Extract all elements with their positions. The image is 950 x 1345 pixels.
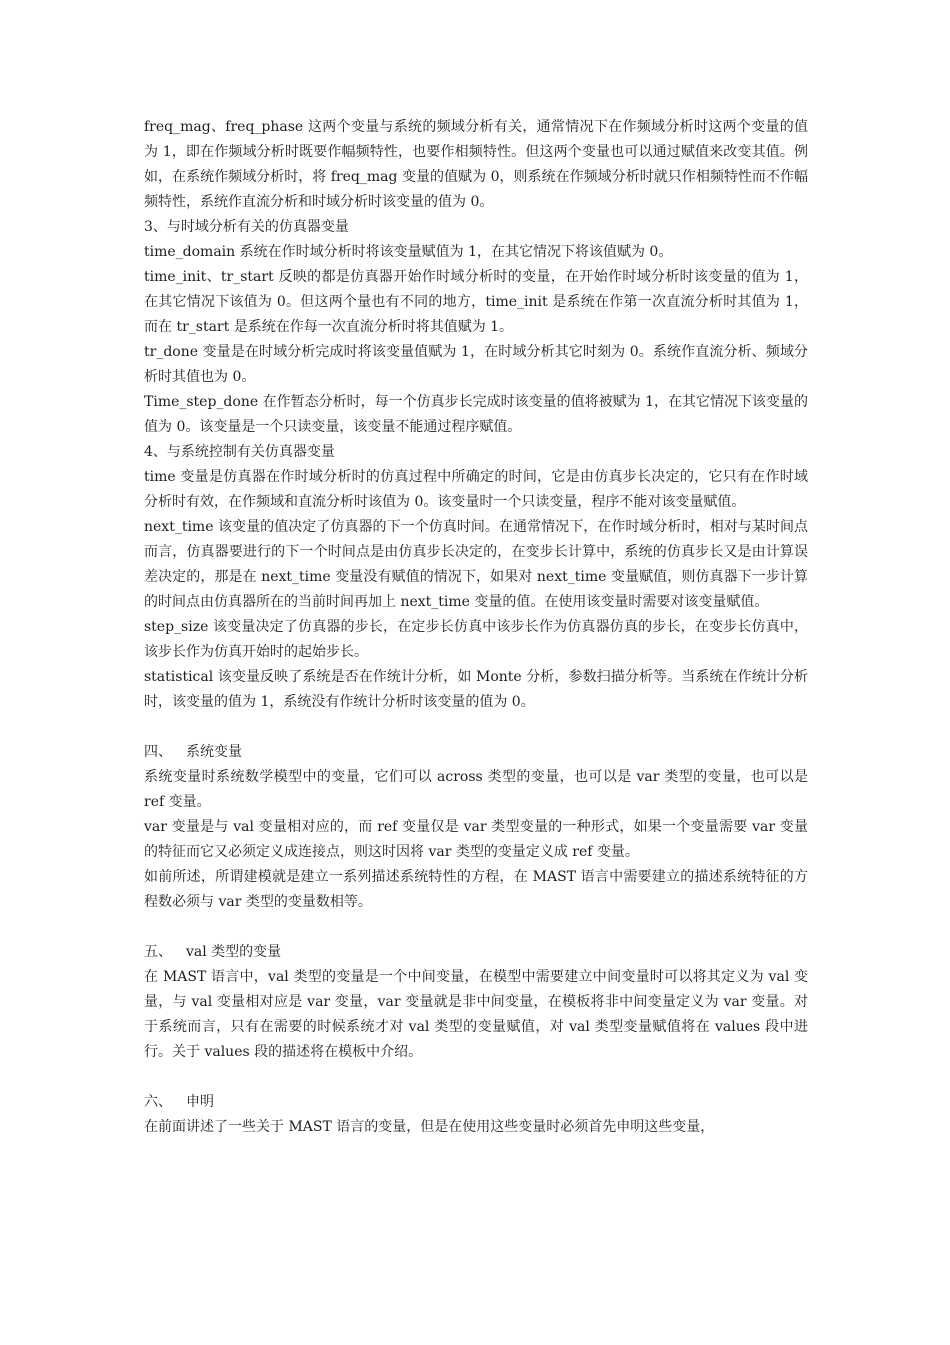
paragraph-tr-done: tr_done 变量是在时域分析完成时将该变量值赋为 1，在时域分析其它时刻为 0。系统作直流分析、频域分析时其值也为 0。	[144, 344, 808, 385]
section-title: 系统变量	[186, 744, 242, 760]
section-gap	[144, 1065, 808, 1090]
paragraph-statistical: statistical 该变量反映了系统是否在作统计分析，如 Monte 分析，参数扫描分析等。当系统在作统计分析时，该变量的值为 1，系统没有作统计分析时该变量的值为 0。	[144, 669, 808, 710]
section-heading-declaration	[144, 1090, 808, 1115]
paragraph-time-init: time_init、tr_start 反映的都是仿真器开始作时域分析时的变量，在开始作时域分析时该变量的值为 1，在其它情况下该值为 0。但这两个量也有不同的地方，time_init 是系统在作第一次直流分析时其值为 1，而在 tr_start 是系统在作每一次直流分析时将其值赋为 1。	[144, 269, 808, 335]
paragraph-system-variables: 系统变量时系统数学模型中的变量，它们可以 across 类型的变量，也可以是 var 类型的变量，也可以是 ref 变量。	[144, 769, 808, 810]
paragraph-var-ref: var 变量是与 val 变量相对应的，而 ref 变量仅是 var 类型变量的一种形式，如果一个变量需要 var 变量的特征而它又必须定义成连接点，则这时因将 var 类型的变量定义成 ref 变量。	[144, 819, 808, 860]
paragraph-step-size: step_size 该变量决定了仿真器的步长，在定步长仿真中该步长作为仿真器仿真的步长，在变步长仿真中，该步长作为仿真开始时的起始步长。	[144, 619, 808, 660]
paragraph-time-domain: time_domain 系统在作时域分析时将该变量赋值为 1，在其它情况下将该值赋为 0。	[144, 244, 673, 260]
paragraph-val-variables: 在 MAST 语言中，val 类型的变量是一个中间变量，在模型中需要建立中间变量时可以将其定义为 val 变量，与 val 变量相对应是 var 变量，var 变量就是非中间变量，在模板将非中间变量定义为 var 变量。对于系统而言，只有在需要的时候系统才对 val 类型的变量赋值，对 val 类型变量赋值将在 values 段中进行。关于 values 段的描述将在模板中介绍。	[144, 969, 808, 1060]
section-heading-system-variables	[144, 740, 808, 765]
section-heading-val-variables	[144, 940, 808, 965]
paragraph-next-time: next_time 该变量的值决定了仿真器的下一个仿真时间。在通常情况下，在作时域分析时，相对与某时间点而言，仿真器要进行的下一个时间点是由仿真步长决定的，在变步长计算中，系统的仿真步长又是由计算误差决定的，那是在 next_time 变量没有赋值的情况下，如果对 next_time 变量赋值，则仿真器下一步计算的时间点由仿真器所在的当前时间再加上 next_time 变量的值。在使用该变量时需要对该变量赋值。	[144, 519, 808, 610]
section-title: 申明	[186, 1094, 214, 1110]
paragraph-time: time 变量是仿真器在作时域分析时的仿真过程中所确定的时间，它是由仿真步长决定的，它只有在作时域分析时有效，在作频域和直流分析时该值为 0。该变量时一个只读变量，程序不能对该变量赋值。	[144, 469, 808, 510]
paragraph-time-step-done: Time_step_done 在作暂态分析时，每一个仿真步长完成时该变量的值将被赋为 1，在其它情况下该变量的值为 0。该变量是一个只读变量，该变量不能通过程序赋值。	[144, 394, 808, 435]
section-number: 四、	[144, 744, 172, 760]
subheading-time-domain-variables: 3、与时域分析有关的仿真器变量	[144, 219, 349, 235]
paragraph-freq-variables: freq_mag、freq_phase 这两个变量与系统的频域分析有关，通常情况下在作频域分析时这两个变量的值为 1，即在作频域分析时既要作幅频特性，也要作相频特性。但这两个变量也可以通过赋值来改变其值。例如，在系统作频域分析时，将 freq_mag 变量的值赋为 0，则系统在作频域分析时就只作相频特性而不作幅频特性，系统作直流分析和时域分析时该变量的值为 0。	[144, 119, 808, 210]
section-gap	[144, 715, 808, 740]
document-page	[144, 115, 808, 1140]
paragraph-modeling-equations: 如前所述，所谓建模就是建立一系列描述系统特性的方程，在 MAST 语言中需要建立的描述系统特征的方程数必须与 var 类型的变量数相等。	[144, 869, 808, 910]
subheading-system-control-variables: 4、与系统控制有关仿真器变量	[144, 444, 335, 460]
section-number: 五、	[144, 944, 172, 960]
paragraph-declaration: 在前面讲述了一些关于 MAST 语言的变量，但是在使用这些变量时必须首先申明这些变量，	[144, 1119, 715, 1135]
section-gap	[144, 915, 808, 940]
section-title: val 类型的变量	[186, 944, 282, 960]
section-number: 六、	[144, 1094, 172, 1110]
